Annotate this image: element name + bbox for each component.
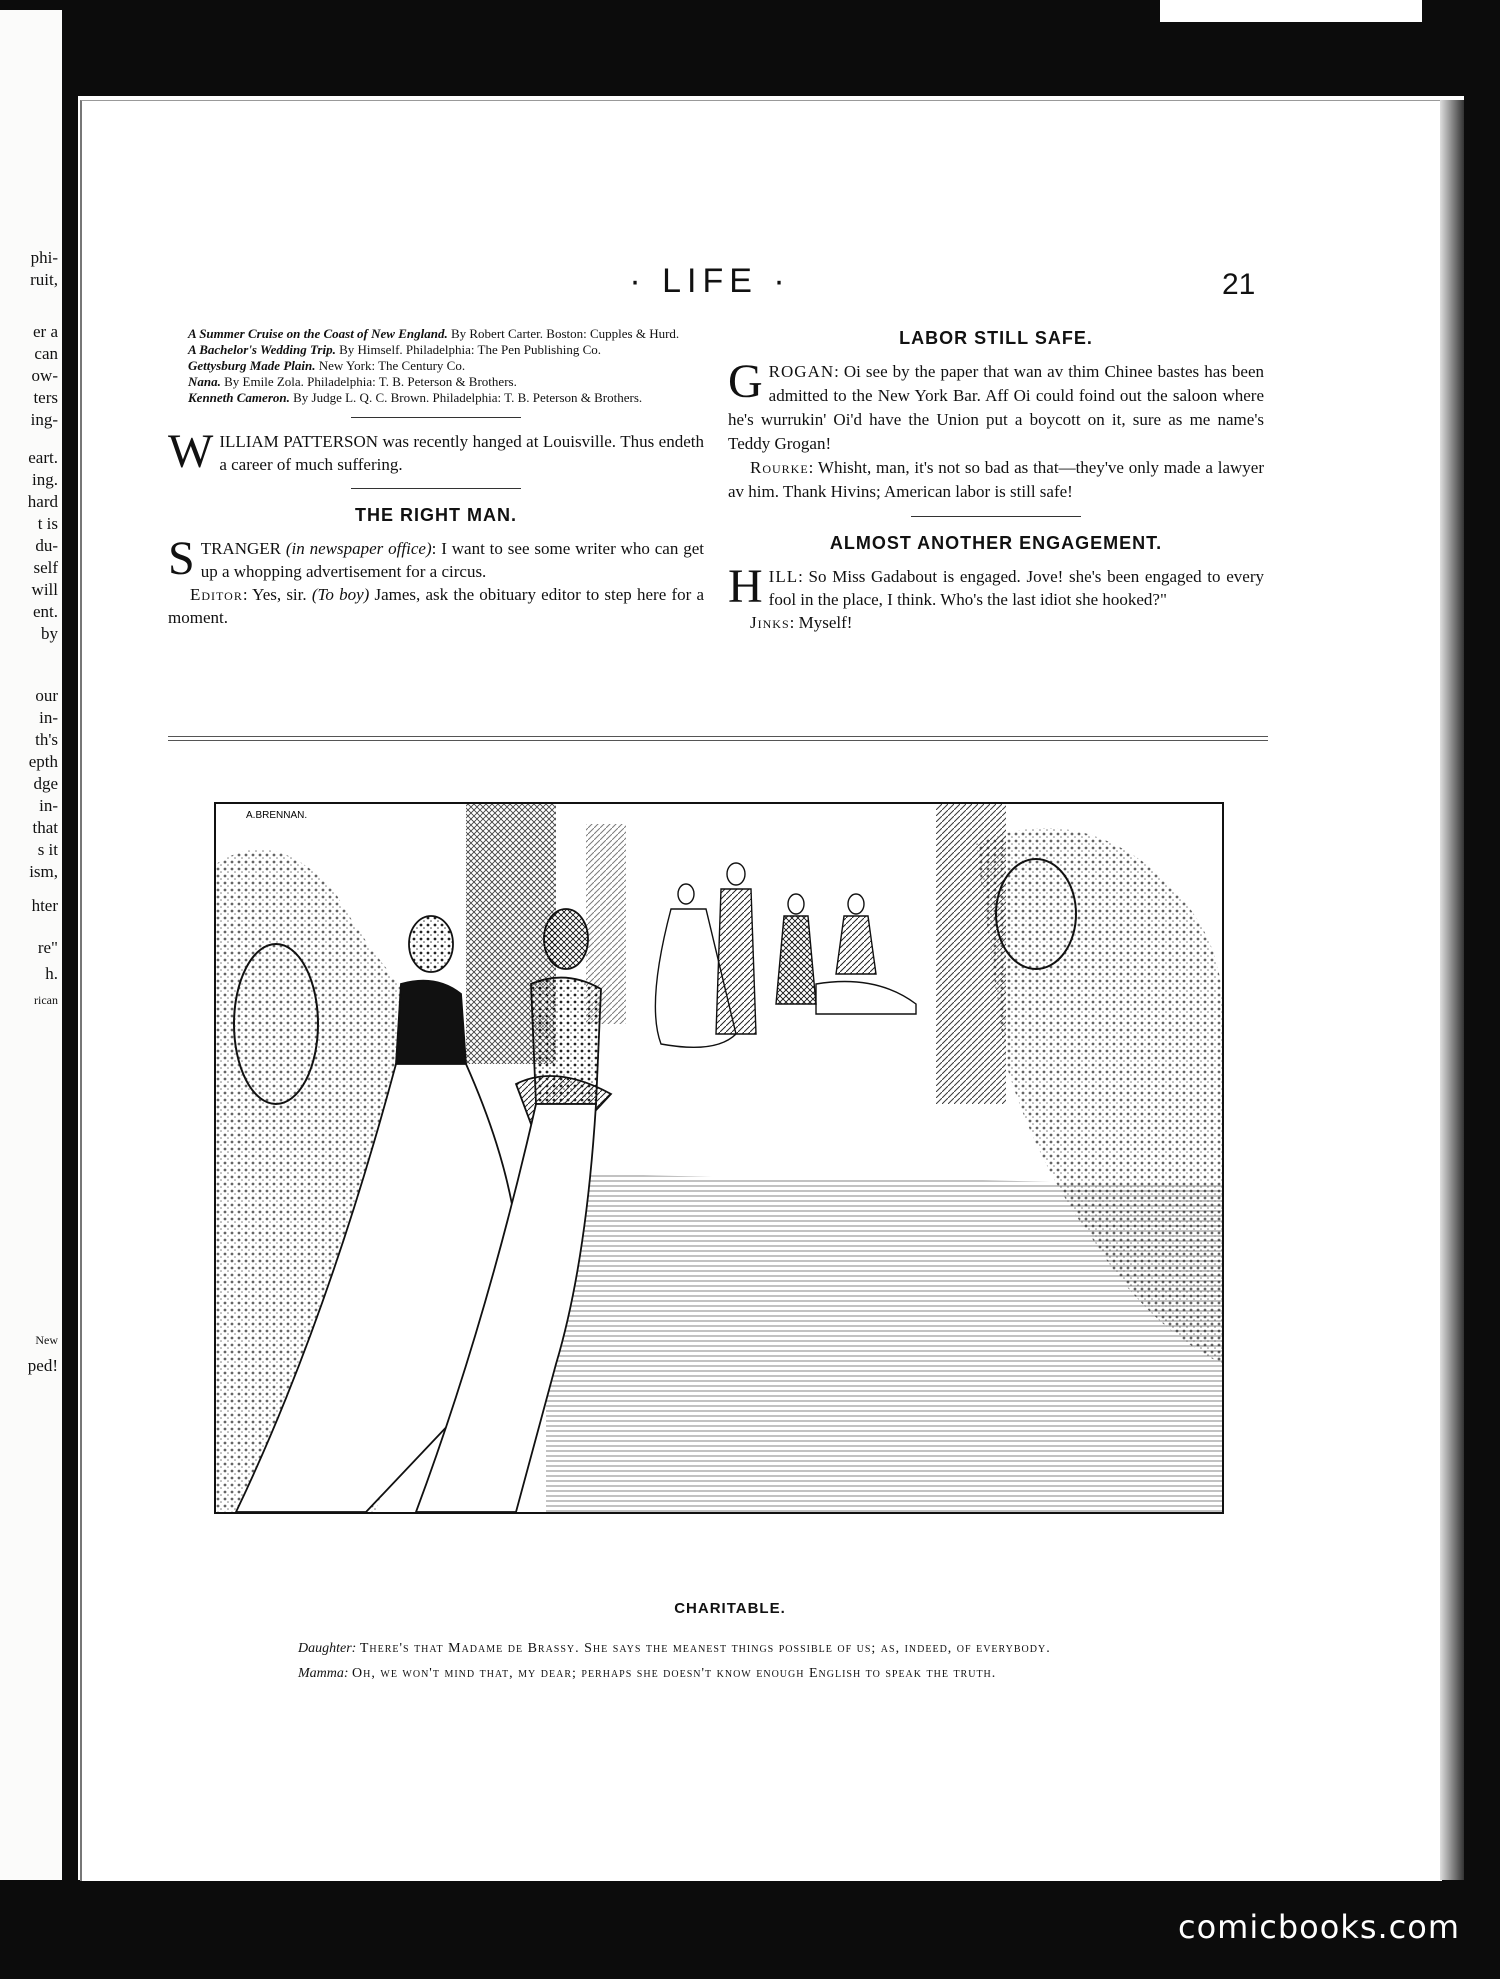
previous-page-text-fragment: s it <box>37 840 58 859</box>
book-title: Kenneth Cameron. <box>188 390 290 405</box>
jinks-speaker: Jinks <box>750 613 790 632</box>
daughter-speaker: Daughter: <box>298 1641 357 1656</box>
previous-page-text-fragment: in- <box>39 796 58 815</box>
previous-page-text-fragment: by <box>41 624 58 643</box>
caption-line-daughter <box>268 1636 1176 1661</box>
previous-page-text-fragment: ow- <box>31 366 58 385</box>
book-entry <box>168 342 704 357</box>
artist-signature: A.BRENNAN. <box>246 810 308 821</box>
previous-page-text-fragment: can <box>34 344 58 363</box>
hill-lead: ILL <box>768 567 799 586</box>
mamma-speaker: Mamma: <box>298 1666 349 1681</box>
conservatory-ballroom-illustration <box>214 802 1224 1514</box>
page-edge-shadow <box>1440 100 1464 1880</box>
labor-para-2 <box>728 456 1264 504</box>
right-column <box>728 326 1264 634</box>
book-title: Nana. <box>188 374 221 389</box>
book-entry <box>168 326 704 341</box>
book-entry-text <box>168 326 704 341</box>
divider-rule <box>351 488 521 489</box>
section-double-rule <box>168 736 1268 741</box>
patterson-text: was recently hanged at Louisville. Thus endeth a career of much suffering. <box>219 432 704 474</box>
book-entry-text <box>168 358 704 373</box>
book-details: By Robert Carter. Boston: Cupples & Hurd. <box>450 326 680 341</box>
site-watermark: comicbooks.com <box>1177 1908 1460 1946</box>
book-entry <box>168 374 704 389</box>
previous-page-text-fragment: self <box>33 558 58 577</box>
previous-page-text-fragment: ing. <box>32 470 58 489</box>
book-details: By Judge L. Q. C. Brown. Philadelphia: T. B. Peterson & Brothers. <box>293 390 643 405</box>
dropcap-g: G <box>728 355 763 408</box>
book-entry-text <box>168 390 704 405</box>
previous-page-text-fragment: ism, <box>29 862 58 881</box>
previous-page-text-fragment: ing- <box>30 410 58 429</box>
previous-page-text-fragment: ped! <box>27 1356 58 1375</box>
book-details: By Himself. Philadelphia: The Pen Publishing Co. <box>339 342 602 357</box>
previous-page-text-fragment: h. <box>45 964 58 983</box>
stranger-lead: TRANGER <box>200 539 281 558</box>
previous-page-text-fragment: er a <box>32 322 58 341</box>
caption-line-mamma <box>268 1661 1176 1686</box>
background-guests <box>655 863 916 1047</box>
previous-page-fragment <box>0 10 62 1880</box>
stranger-text: : I want to see some writer who can get up a whopping advertisement for a circus. <box>200 539 705 581</box>
previous-page-text-fragment: rican <box>34 993 58 1007</box>
engagement-para-1 <box>728 560 1264 613</box>
patterson-lead: ILLIAM PATTERSON <box>219 432 379 451</box>
divider-rule <box>351 417 521 418</box>
previous-page-text-fragment: re" <box>37 938 58 957</box>
previous-page-text-fragment: ruit, <box>30 270 58 289</box>
right-man-para-2 <box>168 583 704 629</box>
engagement-para-2 <box>728 611 1264 634</box>
editor-speaker: Editor <box>190 585 243 604</box>
previous-page-text-fragment: ent. <box>32 602 58 621</box>
previous-page-text-fragment: in- <box>39 708 58 727</box>
previous-page-text-fragment: will <box>31 580 58 599</box>
divider-rule <box>911 516 1081 517</box>
book-details: By Emile Zola. Philadelphia: T. B. Peterson & Brothers. <box>224 374 517 389</box>
scan-border-right <box>1464 0 1500 1979</box>
previous-page-text-fragment: dge <box>33 774 58 793</box>
previous-page-text-fragment: New <box>35 1333 58 1347</box>
dropcap-s: S <box>168 532 195 585</box>
illustration-drawing <box>216 804 1222 1512</box>
adjacent-page-corner <box>1160 0 1422 22</box>
editor-text-b: James, ask the obituary editor to step here for a moment. <box>168 585 705 627</box>
editor-text-a: : Yes, sir. <box>242 585 312 604</box>
previous-page-text-fragment: du- <box>35 536 58 555</box>
previous-page-text-fragment: phi- <box>30 248 58 267</box>
patterson-item <box>168 425 704 478</box>
dropcap-w: W <box>168 425 214 478</box>
magazine-title: · LIFE · <box>629 262 791 300</box>
book-title: A Summer Cruise on the Coast of New England. <box>188 326 448 341</box>
rourke-speaker: Rourke <box>750 458 809 477</box>
stage-direction-boy: (To boy) <box>311 585 370 604</box>
hill-text: : So Miss Gadabout is engaged. Jove! she's been engaged to every fool in the place, I think. Who's the last idiot she hooked?" <box>768 567 1264 609</box>
caption-title: CHARITABLE. <box>674 1600 786 1617</box>
engagement-title: ALMOST ANOTHER ENGAGEMENT. <box>829 533 1163 553</box>
mamma-line: Oh, we won't mind that, my dear; perhaps she doesn't know enough English to speak the truth. <box>352 1666 997 1681</box>
right-man-title: THE RIGHT MAN. <box>355 505 517 525</box>
page-number: 21 <box>1222 268 1256 301</box>
book-details: New York: The Century Co. <box>318 358 466 373</box>
book-entry <box>168 358 704 373</box>
caption-dialogue <box>268 1636 1176 1686</box>
previous-page-text-fragment: ters <box>33 388 58 407</box>
books-received-list <box>168 326 704 405</box>
book-entry <box>168 390 704 405</box>
daughter-line: There's that Madame de Brassy. She says the meanest things possible of us; as, indeed, of everybody. <box>359 1641 1051 1656</box>
book-title: Gettysburg Made Plain. <box>188 358 316 373</box>
previous-page-text-fragment: th's <box>35 730 58 749</box>
previous-page-text-fragment: hter <box>31 896 58 915</box>
book-title: A Bachelor's Wedding Trip. <box>188 342 336 357</box>
previous-page-text-fragment: hard <box>27 492 58 511</box>
right-man-para-1 <box>168 532 705 585</box>
previous-page-text-fragment: eart. <box>28 448 58 467</box>
grogan-lead: ROGAN <box>768 362 835 381</box>
previous-page-text-fragment: our <box>35 686 58 705</box>
dropcap-h: H <box>728 560 763 613</box>
jinks-text: : Myself! <box>789 613 853 632</box>
labor-title: LABOR STILL SAFE. <box>899 328 1093 348</box>
book-entry-text <box>168 342 704 357</box>
previous-page-text-fragment: that <box>32 818 58 837</box>
rourke-text: : Whisht, man, it's not so bad as that—they've only made a lawyer av him. Thank Hivins; American labor is still safe! <box>728 458 1264 501</box>
previous-page-text-fragment: t is <box>37 514 58 533</box>
left-column <box>168 326 704 629</box>
stage-direction: (in newspaper office) <box>285 539 432 558</box>
previous-page-text-fragment: epth <box>28 752 58 771</box>
grogan-text: : Oi see by the paper that wan av thim Chinee bastes has been admitted to the New York Bar. Aff Oi could foind out the saloon where he's wurrukin' Oi'd have the Union put a boycott on it, sure as me name's Teddy Grogan! <box>728 362 1264 453</box>
book-entry-text <box>168 374 704 389</box>
labor-para-1 <box>728 355 1264 456</box>
